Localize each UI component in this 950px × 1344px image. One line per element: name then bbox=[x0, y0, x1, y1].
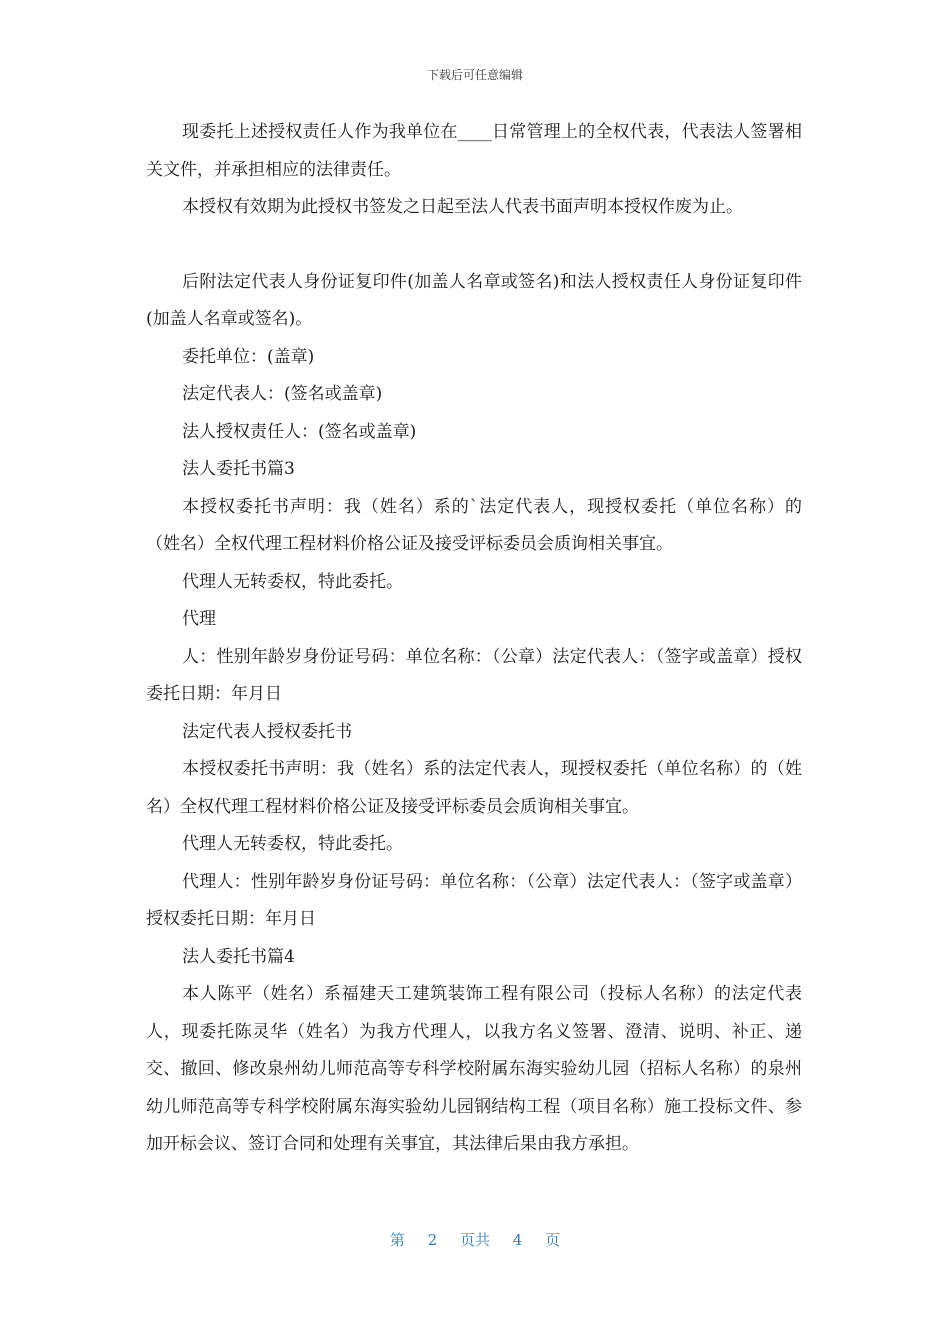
current-page-number: 2 bbox=[427, 1231, 438, 1249]
paragraph: 代理 bbox=[182, 609, 216, 629]
total-pages-number: 4 bbox=[512, 1231, 523, 1249]
document-body bbox=[146, 114, 802, 1164]
section-heading: 法定代表人授权委托书 bbox=[182, 721, 352, 742]
page-suffix: 页 bbox=[545, 1231, 561, 1249]
section-heading: 法人委托书篇4 bbox=[182, 946, 295, 967]
paragraph: 本授权有效期为此授权书签发之日起至法人代表书面声明本授权作废为止。 bbox=[182, 197, 743, 217]
page-footer bbox=[0, 1229, 950, 1250]
paragraph: 代理人无转委权，特此委托。 bbox=[182, 834, 403, 854]
page-header: 下载后可任意编辑 bbox=[426, 68, 523, 82]
paragraph: 法定代表人：(签名或盖章) bbox=[182, 384, 383, 404]
page-middle: 页共 bbox=[459, 1231, 490, 1249]
paragraph: 本授权委托书声明：我（姓名）系的`法定代表人，现授权委托（单位名称）的（姓名）全权代理工程材料价格公证及接受评标委员会质询相关事宜。 bbox=[146, 496, 802, 554]
paragraph: 本授权委托书声明：我（姓名）系的法定代表人，现授权委托（单位名称）的（姓名）全权代理工程材料价格公证及接受评标委员会质询相关事宜。 bbox=[146, 759, 802, 817]
paragraph-gap bbox=[146, 227, 802, 264]
paragraph: 法人授权责任人：(签名或盖章) bbox=[182, 421, 417, 442]
section-heading: 法人委托书篇3 bbox=[182, 459, 295, 479]
paragraph: 代理人：性别年龄岁身份证号码：单位名称：（公章）法定代表人：（签字或盖章）授权委托日期：年月日 bbox=[146, 871, 802, 929]
paragraph: 人：性别年龄岁身份证号码：单位名称：（公章）法定代表人：（签字或盖章）授权委托日期：年月日 bbox=[146, 646, 802, 704]
paragraph: 后附法定代表人身份证复印件(加盖人名章或签名)和法人授权责任人身份证复印件(加盖人名章或签名)。 bbox=[146, 271, 802, 329]
paragraph: 本人陈平（姓名）系福建天工建筑装饰工程有限公司（投标人名称）的法定代表人，现委托陈灵华（姓名）为我方代理人，以我方名义签署、澄清、说明、补正、递交、撤回、修改泉州幼儿师范高等专科学校附属东海实验幼儿园（招标人名称）的泉州幼儿师范高等专科学校附属东海实验幼儿园钢结构工程（项目名称）施工投标文件、参加开标会议、签订合同和处理有关事宜，其法律后果由我方承担。 bbox=[146, 984, 802, 1154]
page-prefix: 第 bbox=[389, 1231, 405, 1249]
paragraph: 现委托上述授权责任人作为我单位在____日常管理上的全权代表，代表法人签署相关文件，并承担相应的法律责任。 bbox=[146, 122, 802, 180]
paragraph: 委托单位：(盖章) bbox=[182, 346, 315, 367]
paragraph: 代理人无转委权，特此委托。 bbox=[182, 571, 403, 592]
